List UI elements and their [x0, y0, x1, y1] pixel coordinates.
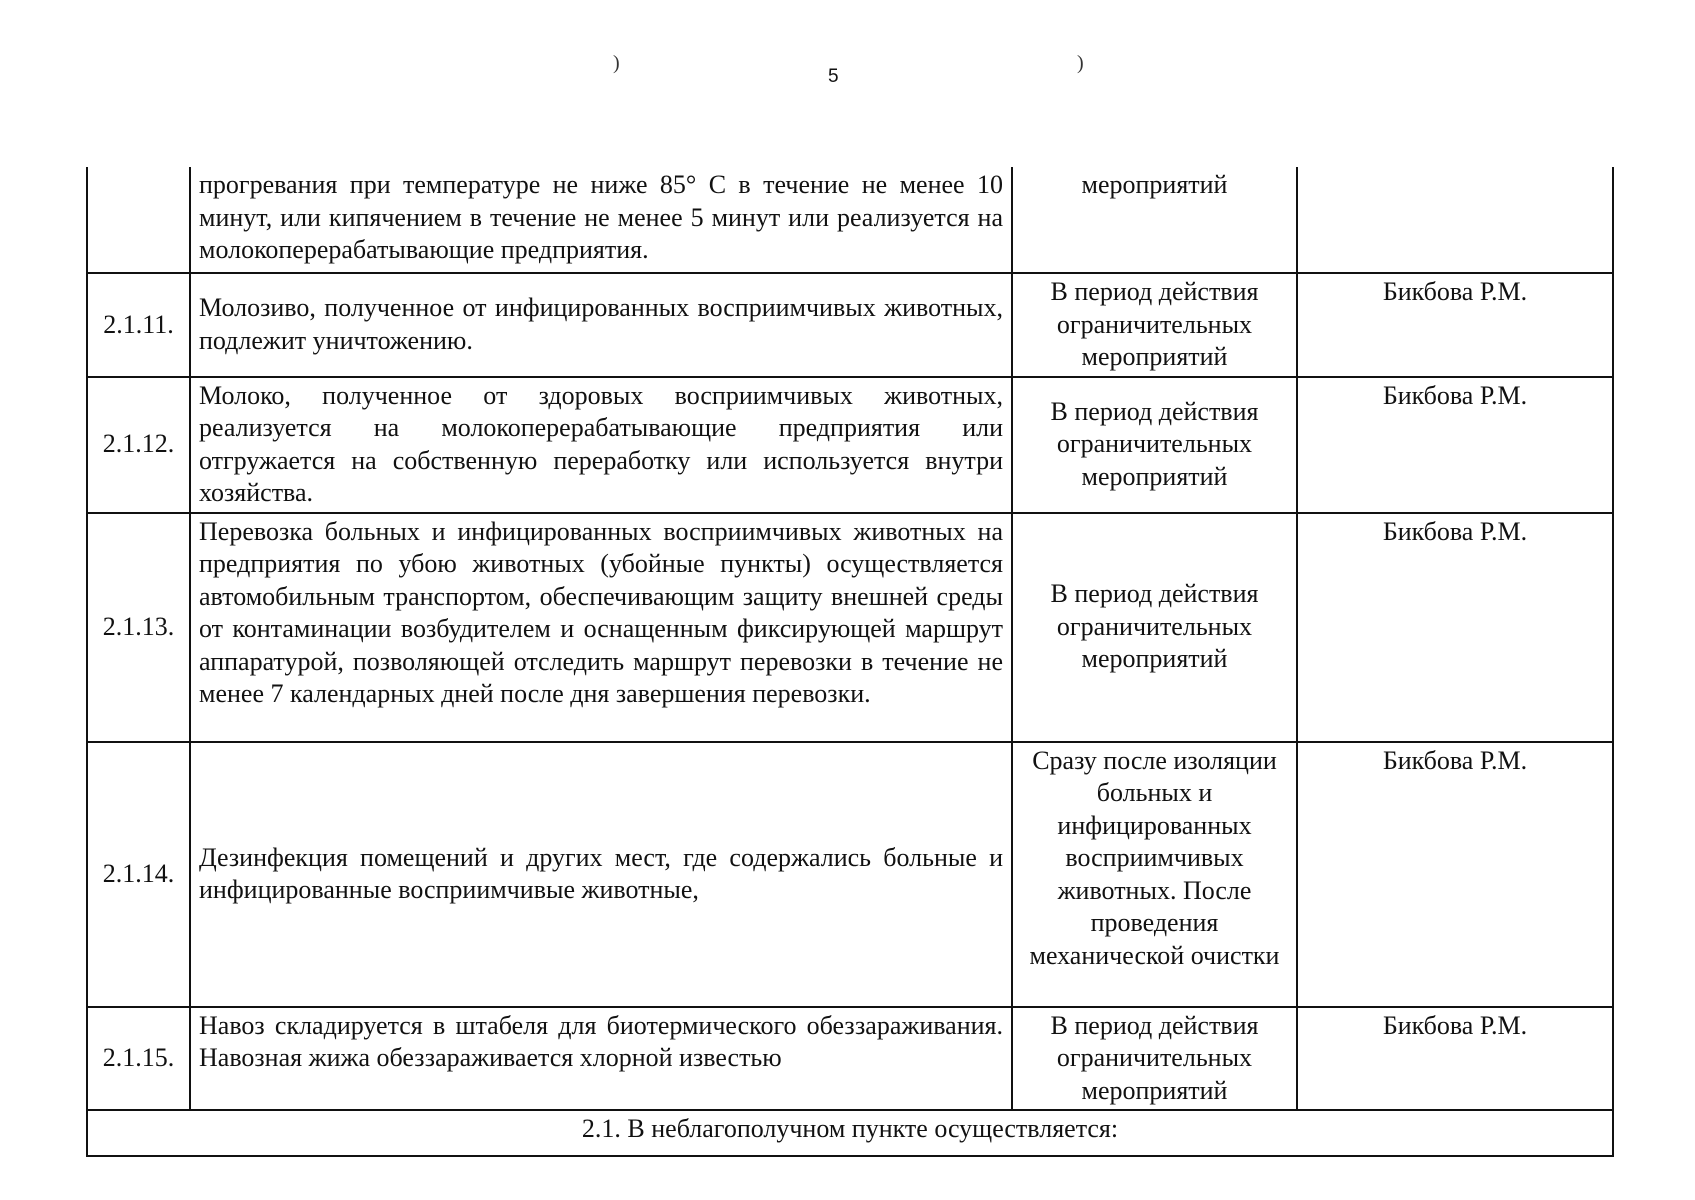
period-cell: В период действия ограничительных мероприятий [1012, 1007, 1297, 1111]
row-number [87, 167, 190, 273]
measures-table [86, 167, 1614, 1157]
period-cell: В период действия ограничительных мероприятий [1012, 273, 1297, 377]
table-row [87, 167, 1613, 273]
responsible-cell: Бикбова Р.М. [1297, 273, 1613, 377]
row-number: 2.1.12. [87, 377, 190, 513]
scan-mark-left: ) [613, 52, 620, 74]
table-row [87, 1007, 1613, 1111]
responsible-cell: Бикбова Р.М. [1297, 742, 1613, 1007]
row-number: 2.1.13. [87, 513, 190, 742]
row-number: 2.1.15. [87, 1007, 190, 1111]
responsible-cell [1297, 167, 1613, 273]
responsible-cell: Бикбова Р.М. [1297, 513, 1613, 742]
measure-text: прогревания при температуре не ниже 85° С в течение не менее 10 минут, или кипячением в течение не менее 5 минут или реализуется на молокоперерабатывающие предприятия. [190, 167, 1012, 273]
section-footer-row [87, 1110, 1613, 1156]
measure-text: Молозиво, полученное от инфицированных восприимчивых животных, подлежит уничтожению. [190, 273, 1012, 377]
row-number: 2.1.14. [87, 742, 190, 1007]
table-row [87, 273, 1613, 377]
page-number: 5 [828, 66, 839, 87]
responsible-cell: Бикбова Р.М. [1297, 377, 1613, 513]
measure-text: Навоз складируется в штабеля для биотермического обеззараживания. Навозная жижа обеззараживается хлорной известью [190, 1007, 1012, 1111]
section-heading: 2.1. В неблагополучном пункте осуществляется: [87, 1110, 1613, 1156]
period-cell: В период действия ограничительных мероприятий [1012, 513, 1297, 742]
measure-text: Молоко, полученное от здоровых восприимчивых животных, реализуется на молокоперерабатывающие предприятия или отгружается на собственную переработку или используется внутри хозяйства. [190, 377, 1012, 513]
table-row [87, 742, 1613, 1007]
period-cell: мероприятий [1012, 167, 1297, 273]
responsible-cell: Бикбова Р.М. [1297, 1007, 1613, 1111]
period-cell: В период действия ограничительных мероприятий [1012, 377, 1297, 513]
measure-text: Перевозка больных и инфицированных восприимчивых животных на предприятия по убою животных (убойные пункты) осуществляется автомобильным транспортом, обеспечивающим защиту внешней среды от контаминации возбудителем и оснащенным фиксирующей маршрут аппаратурой, позволяющей отследить маршрут перевозки в течение не менее 7 календарных дней после дня завершения перевозки. [190, 513, 1012, 742]
scan-mark-right: ) [1077, 52, 1084, 74]
period-cell: Сразу после изоляции больных и инфицированных восприимчивых животных. После проведения механической очистки [1012, 742, 1297, 1007]
table-row [87, 513, 1613, 742]
measure-text: Дезинфекция помещений и других мест, где содержались больные и инфицированные восприимчивые животные, [190, 742, 1012, 1007]
row-number: 2.1.11. [87, 273, 190, 377]
table-row [87, 377, 1613, 513]
